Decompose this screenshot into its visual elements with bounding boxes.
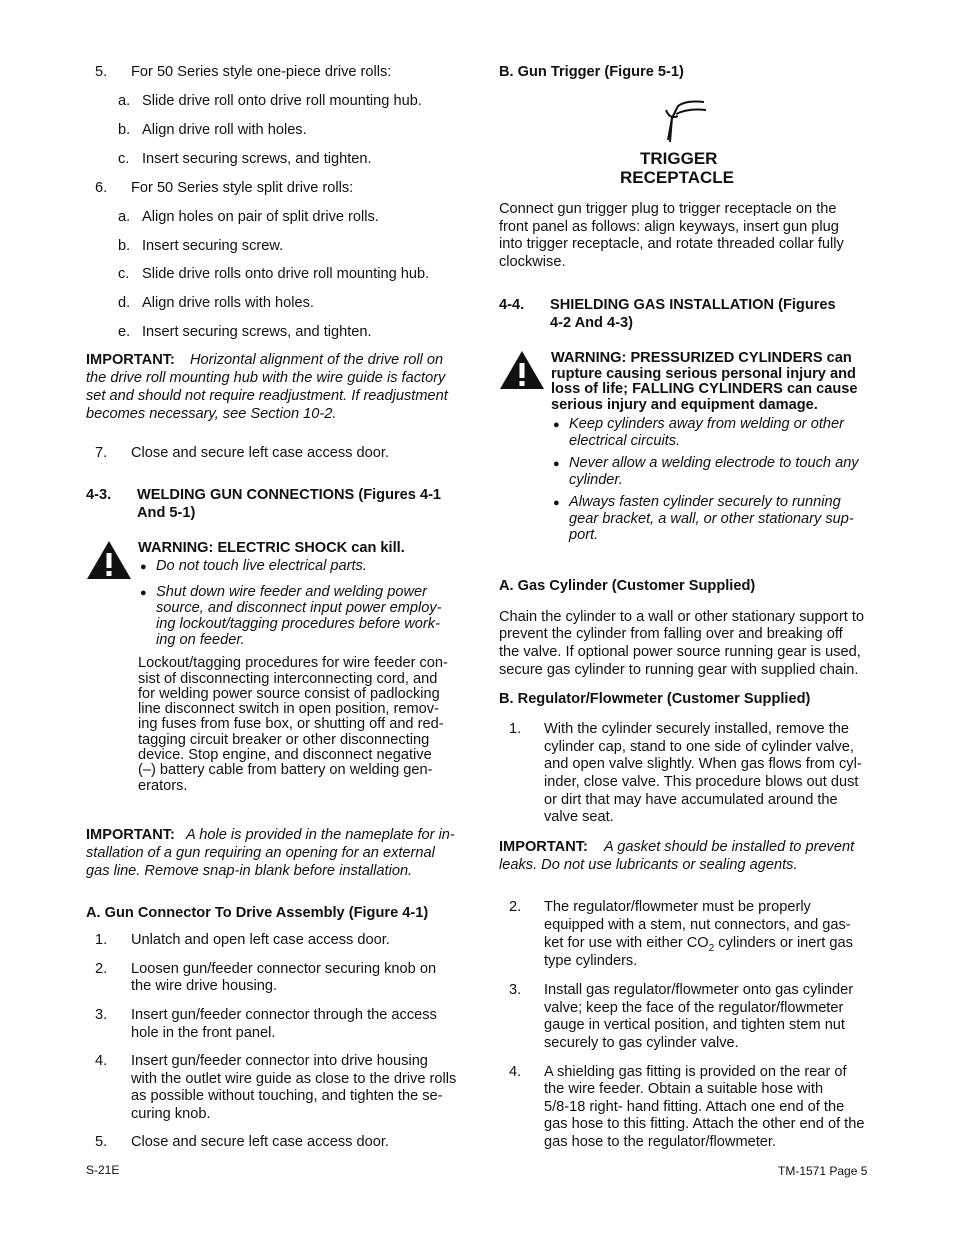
subheading-gas-cylinder: A. Gas Cylinder (Customer Supplied) [499,578,756,594]
footer-code: S-21E [86,1163,120,1177]
subheading-gun-connector: A. Gun Connector To Drive Assembly (Figure 4-1) [86,905,429,921]
bullet-icon: ● [140,587,147,599]
footer-page-number: TM-1571 Page 5 [778,1164,868,1178]
trigger-receptacle-icon [648,94,710,148]
subheading-regulator: B. Regulator/Flowmeter (Customer Supplied) [499,691,811,707]
subheading-gun-trigger: B. Gun Trigger (Figure 5-1) [499,64,684,80]
bullet-icon: ● [553,497,560,509]
warning-triangle-icon [499,350,545,390]
warning-triangle-icon [86,540,132,580]
bullet-icon: ● [140,561,147,573]
bullet-icon: ● [553,458,560,470]
bullet-icon: ● [553,419,560,431]
